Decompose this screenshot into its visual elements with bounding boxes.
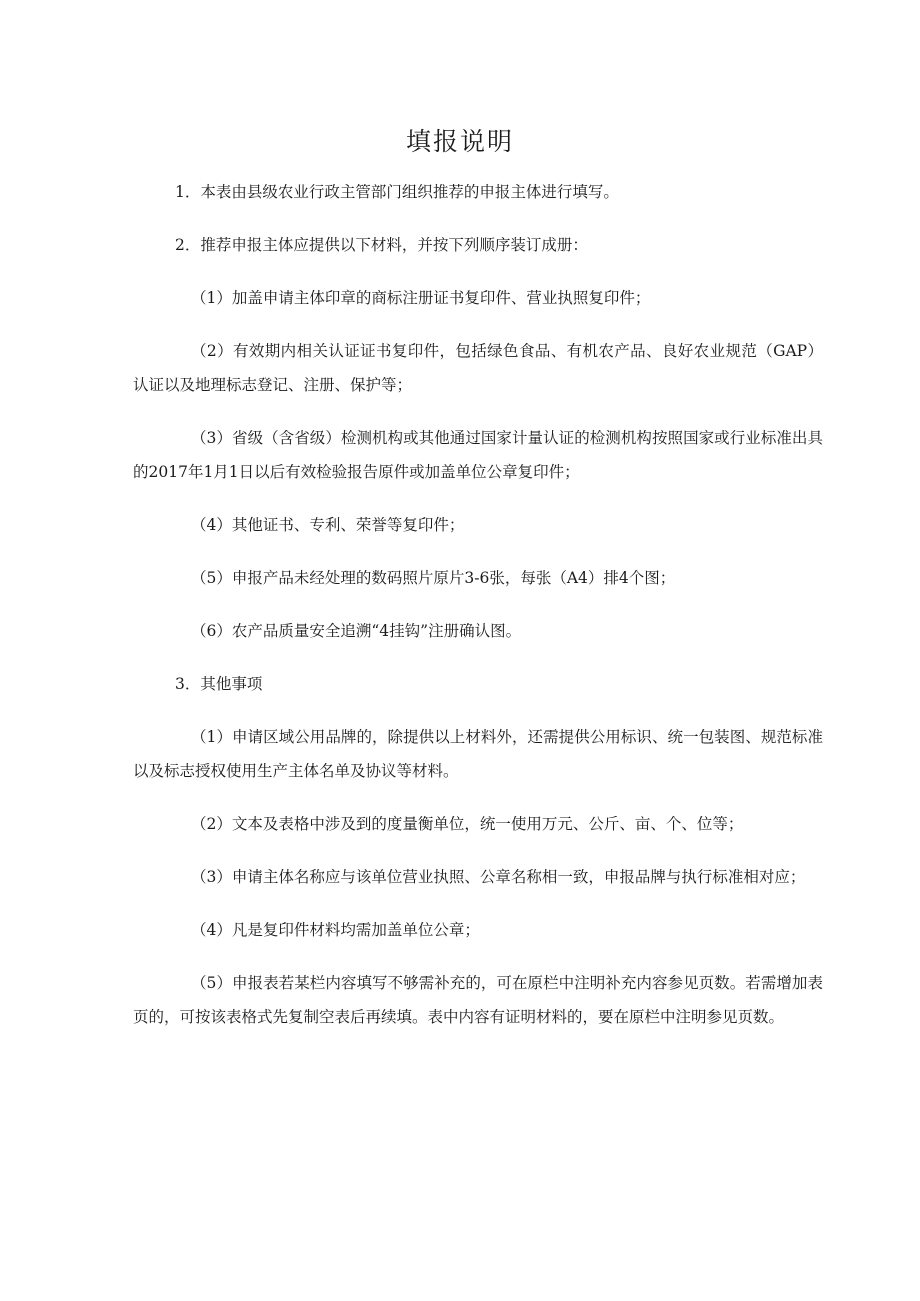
instruction-paragraph: （2）有效期内相关认证证书复印件，包括绿色食品、有机农产品、良好农业规范（GAP）认证以及地理标志登记、注册、保护等； (133, 342, 823, 394)
instruction-paragraph: 2．推荐申报主体应提供以下材料，并按下列顺序装订成册： (175, 236, 588, 254)
instruction-paragraph: （3）省级（含省级）检测机构或其他通过国家计量认证的检测机构按照国家或行业标准出具的2017年1月1日以后有效检验报告原件或加盖单位公章复印件； (133, 429, 823, 481)
instruction-paragraph: （1）加盖申请主体印章的商标注册证书复印件、营业执照复印件； (191, 289, 651, 307)
instruction-paragraph: （2）文本及表格中涉及到的度量衡单位，统一使用万元、公斤、亩、个、位等； (191, 815, 744, 833)
instruction-paragraph: 1．本表由县级农业行政主管部门组织推荐的申报主体进行填写。 (175, 183, 619, 201)
instruction-paragraph: （6）农产品质量安全追溯“4挂钩”注册确认图。 (191, 622, 522, 640)
page-title: 填报说明 (405, 127, 514, 156)
instructions-body (133, 175, 823, 1034)
instruction-paragraph: （4）凡是复印件材料均需加盖单位公章； (191, 921, 480, 939)
instruction-paragraph: 3．其他事项 (175, 675, 263, 693)
instruction-paragraph: （5）申报产品未经处理的数码照片原片3-6张，每张（A4）排4个图； (191, 569, 676, 587)
instruction-paragraph: （5）申报表若某栏内容填写不够需补充的，可在原栏中注明补充内容参见页数。若需增加表页的，可按该表格式先复制空表后再续填。表中内容有证明材料的，要在原栏中注明参见页数。 (133, 974, 823, 1026)
instruction-paragraph: （1）申请区域公用品牌的，除提供以上材料外，还需提供公用标识、统一包装图、规范标准以及标志授权使用生产主体名单及协议等材料。 (133, 728, 823, 780)
instruction-paragraph: （3）申请主体名称应与该单位营业执照、公章名称相一致，申报品牌与执行标准相对应； (191, 868, 806, 886)
instruction-paragraph: （4）其他证书、专利、荣誉等复印件； (191, 516, 465, 534)
